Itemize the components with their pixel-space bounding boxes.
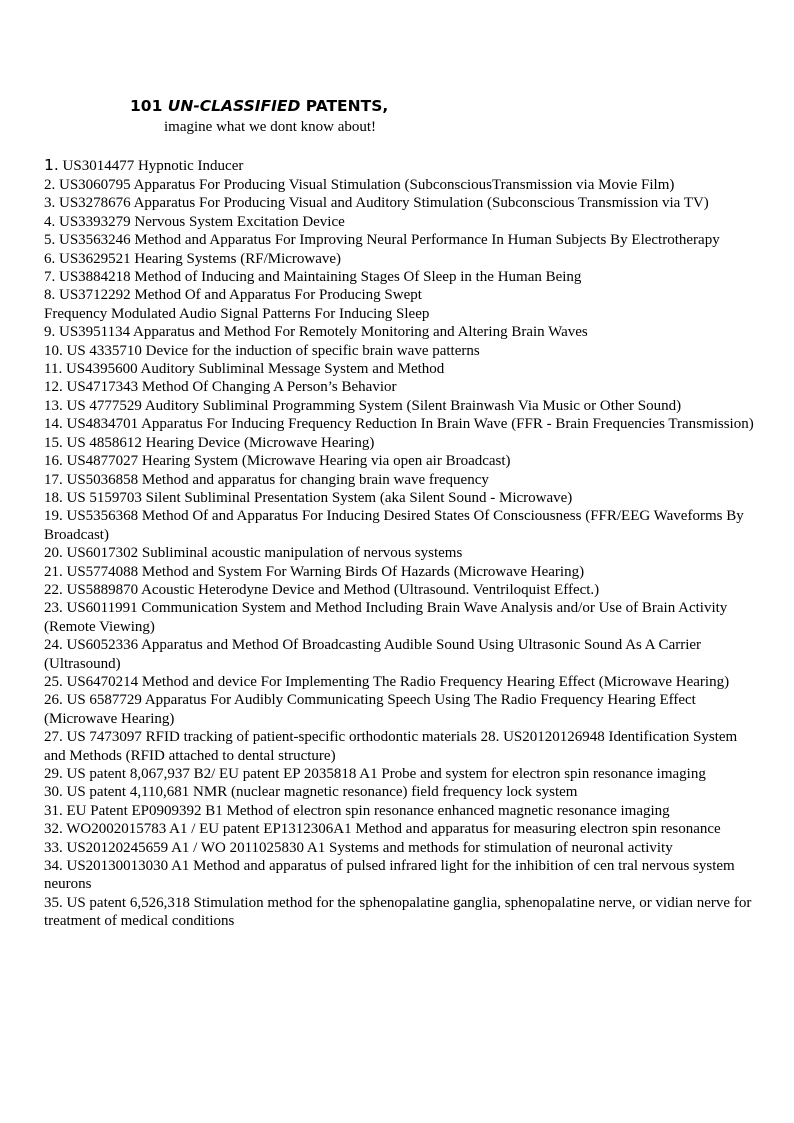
patent-text: US patent 8,067,937 B2/ EU patent EP 2035818 A1 Probe and system for electron spin resonance imaging xyxy=(62,766,706,782)
patent-number: 15. xyxy=(44,434,63,451)
patent-text: US3278676 Apparatus For Producing Visual and Auditory Stimulation (Subconscious Transmission via TV) xyxy=(55,195,709,212)
patent-item xyxy=(44,636,756,673)
patent-item xyxy=(44,342,756,360)
patent-text: US 6587729 Apparatus For Audibly Communicating Speech Using The Radio Frequency Hearing Effect (Microwave Hearing) xyxy=(44,692,696,727)
patent-text: US3951134 Apparatus and Method For Remotely Monitoring and Altering Brain Waves xyxy=(55,324,588,341)
patent-item xyxy=(44,268,756,286)
patent-list xyxy=(44,156,756,931)
patent-item xyxy=(44,507,756,544)
patent-number: 6. xyxy=(44,250,56,267)
patent-text-continued: Frequency Modulated Audio Signal Patterns For Inducing Sleep xyxy=(44,305,430,322)
patent-item xyxy=(44,213,756,231)
patent-item xyxy=(44,286,756,323)
patent-item xyxy=(44,378,756,396)
patent-text: US4717343 Method Of Changing A Person’s Behavior xyxy=(62,379,397,396)
patent-item xyxy=(44,839,756,857)
patent-number: 10. xyxy=(44,342,63,359)
page-subtitle: imagine what we dont know about! xyxy=(164,119,377,135)
patent-text: US3629521 Hearing Systems (RF/Microwave) xyxy=(55,250,342,267)
patent-text: US 7473097 RFID tracking of patient-specific orthodontic materials 28. US20120126948 Identification System and Methods (RFID attached to dental structure) xyxy=(44,729,738,764)
patent-text: US3060795 Apparatus For Producing Visual Stimulation (SubconsciousTransmission via Movie Film) xyxy=(55,177,675,193)
patent-number: 1. xyxy=(44,156,59,174)
patent-item xyxy=(44,691,756,728)
patent-number: 9. xyxy=(44,324,56,341)
patent-number: 4. xyxy=(44,213,56,230)
patent-text: US 4777529 Auditory Subliminal Programming System (Silent Brainwash Via Music or Other Sound) xyxy=(62,397,682,414)
patent-number: 30. xyxy=(44,784,63,801)
patent-text: US4834701 Apparatus For Inducing Frequency Reduction In Brain Wave (FFR - Brain Frequencies Transmission) xyxy=(62,416,754,433)
title-prefix: 101 xyxy=(130,97,168,115)
patent-item xyxy=(44,194,756,212)
patent-text: US3563246 Method and Apparatus For Improving Neural Performance In Human Subjects By Electrotherapy xyxy=(55,232,720,249)
title-emphasis: UN-CLASSIFIED xyxy=(167,97,301,115)
patent-number: 5. xyxy=(44,232,56,249)
patent-item xyxy=(44,894,756,931)
patent-number: 26. xyxy=(44,692,63,709)
patent-text: US3884218 Method of Inducing and Maintaining Stages Of Sleep in the Human Being xyxy=(55,269,582,286)
patent-number: 17. xyxy=(44,471,63,488)
title-suffix: PATENTS, xyxy=(300,97,389,115)
patent-item xyxy=(44,176,756,194)
patent-number: 29. xyxy=(44,766,63,782)
patent-item xyxy=(44,728,756,765)
patent-item xyxy=(44,765,756,783)
patent-number: 11. xyxy=(44,361,63,378)
patent-text: US20130013030 A1 Method and apparatus of pulsed infrared light for the inhibition of cen tral nervous system neurons xyxy=(44,858,735,893)
patent-item xyxy=(44,599,756,636)
patent-number: 7. xyxy=(44,269,56,286)
patent-number: 19. xyxy=(44,508,63,525)
patent-item xyxy=(44,156,756,176)
patent-text: US6052336 Apparatus and Method Of Broadcasting Audible Sound Using Ultrasonic Sound As A Carrier (Ultrasound) xyxy=(44,637,702,672)
patent-text: US3393279 Nervous System Excitation Device xyxy=(55,213,345,230)
patent-number: 27. xyxy=(44,729,63,746)
patent-number: 2. xyxy=(44,177,56,193)
patent-item xyxy=(44,250,756,268)
patent-item xyxy=(44,820,756,838)
patent-number: 35. xyxy=(44,894,63,911)
page-title xyxy=(130,96,388,116)
patent-text: US5356368 Method Of and Apparatus For Inducing Desired States Of Consciousness (FFR/EEG Waveforms By Broadcast) xyxy=(44,508,744,543)
patent-item xyxy=(44,544,756,562)
patent-item xyxy=(44,802,756,820)
patent-number: 3. xyxy=(44,195,56,212)
patent-number: 13. xyxy=(44,397,63,414)
patent-text: US5774088 Method and System For Warning Birds Of Hazards (Microwave Hearing) xyxy=(62,563,585,580)
patent-text: US6011991 Communication System and Method Including Brain Wave Analysis and/or Use of Brain Activity (Remote Viewing) xyxy=(44,600,728,635)
patent-item xyxy=(44,231,756,249)
patent-text: US6017302 Subliminal acoustic manipulation of nervous systems xyxy=(62,545,463,562)
patent-number: 33. xyxy=(44,839,63,856)
patent-number: 22. xyxy=(44,581,63,598)
patent-number: 34. xyxy=(44,858,63,875)
patent-text: US3014477 Hypnotic Inducer xyxy=(58,158,244,174)
patent-text: US4877027 Hearing System (Microwave Hearing via open air Broadcast) xyxy=(62,453,511,470)
patent-text: US6470214 Method and device For Implementing The Radio Frequency Hearing Effect (Microwave Hearing) xyxy=(62,673,730,690)
patent-item xyxy=(44,581,756,599)
patent-item xyxy=(44,489,756,507)
patent-item xyxy=(44,563,756,581)
patent-text: US20120245659 A1 / WO 2011025830 A1 Systems and methods for stimulation of neuronal activity xyxy=(62,839,673,856)
patent-text: US3712292 Method Of and Apparatus For Producing Swept xyxy=(55,287,422,304)
patent-number: 25. xyxy=(44,673,63,690)
patent-item xyxy=(44,415,756,433)
patent-number: 12. xyxy=(44,379,63,396)
patent-item xyxy=(44,434,756,452)
patent-text: EU Patent EP0909392 B1 Method of electron spin resonance enhanced magnetic resonance imaging xyxy=(62,802,670,819)
patent-number: 32. xyxy=(44,821,63,838)
patent-item xyxy=(44,783,756,801)
patent-number: 23. xyxy=(44,600,63,617)
patent-item xyxy=(44,471,756,489)
patent-item xyxy=(44,673,756,691)
patent-text: US5036858 Method and apparatus for changing brain wave frequency xyxy=(62,471,489,488)
patent-number: 8. xyxy=(44,287,56,304)
patent-item xyxy=(44,323,756,341)
patent-item xyxy=(44,397,756,415)
patent-text: US5889870 Acoustic Heterodyne Device and Method (Ultrasound. Ventriloquist Effect.) xyxy=(62,581,600,598)
patent-item xyxy=(44,452,756,470)
patent-text: US 4858612 Hearing Device (Microwave Hearing) xyxy=(62,434,375,451)
patent-number: 18. xyxy=(44,489,63,506)
patent-number: 21. xyxy=(44,563,63,580)
patent-number: 31. xyxy=(44,802,63,819)
patent-text: US 5159703 Silent Subliminal Presentation System (aka Silent Sound - Microwave) xyxy=(62,489,573,506)
patent-text: US 4335710 Device for the induction of specific brain wave patterns xyxy=(62,342,480,359)
patent-text: WO2002015783 A1 / EU patent EP1312306A1 Method and apparatus for measuring electron spin resonance xyxy=(62,821,721,838)
patent-number: 14. xyxy=(44,416,63,433)
patent-number: 24. xyxy=(44,637,63,654)
patent-number: 16. xyxy=(44,453,63,470)
patent-number: 20. xyxy=(44,545,63,562)
patent-text: US4395600 Auditory Subliminal Message System and Method xyxy=(62,361,445,378)
patent-text: US patent 6,526,318 Stimulation method for the sphenopalatine ganglia, sphenopalatine nerve, or vidian nerve for treatment of medical conditions xyxy=(44,894,752,930)
patent-text: US patent 4,110,681 NMR (nuclear magnetic resonance) field frequency lock system xyxy=(62,784,578,801)
patent-item xyxy=(44,360,756,378)
patent-item xyxy=(44,857,756,894)
